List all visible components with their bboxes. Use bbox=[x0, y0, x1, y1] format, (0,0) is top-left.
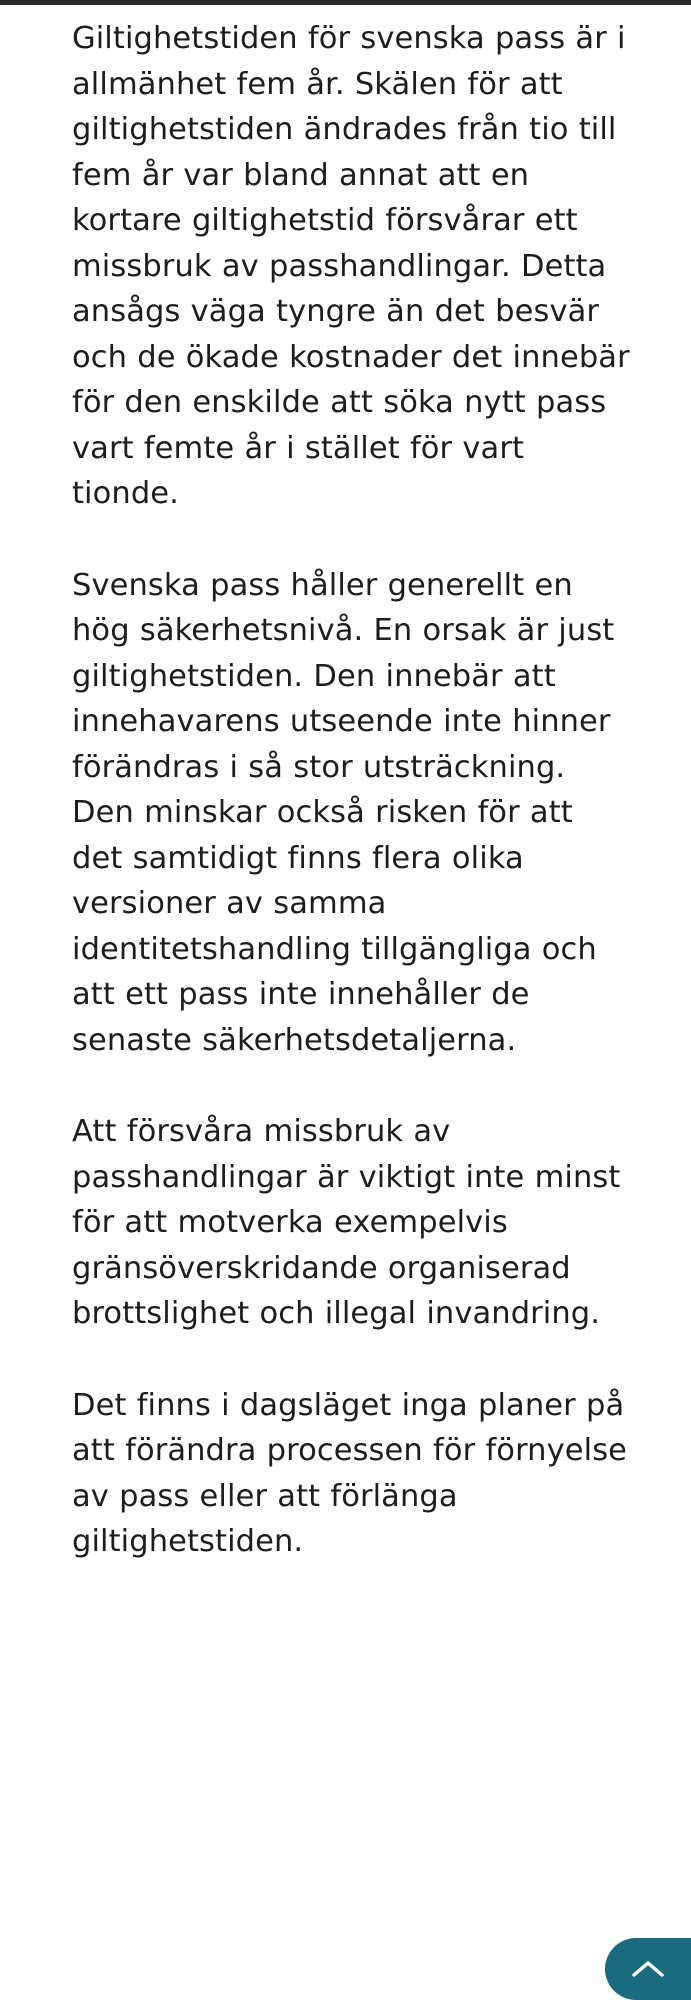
article-paragraph: Att försvåra missbruk av passhandlingar är viktigt inte minst för att motverka exempelvis gränsöverskridande organiserad brottslighet och illegal invandring. bbox=[72, 1114, 621, 1331]
page-top-divider bbox=[0, 0, 691, 5]
chevron-up-icon bbox=[631, 1958, 665, 1980]
article-paragraph: Det finns i dagsläget inga planer på att förändra processen för förnyelse av pass eller att förlänga giltighetstiden. bbox=[72, 1387, 628, 1559]
article-paragraph: Svenska pass håller generellt en hög säkerhetsnivå. En orsak är just giltighetstiden. Den innebär att innehavarens utseende inte hinner förändras i så stor utsträckning. Den minskar också risken för att det samtidigt finns flera olika versioner av samma identitetshandling tillgängliga och att ett pass inte innehåller de senaste säkerhetsdetaljerna. bbox=[72, 567, 615, 1058]
scroll-to-top-button[interactable] bbox=[605, 1938, 691, 2000]
article-paragraph: Giltighetstiden för svenska pass är i allmänhet fem år. Skälen för att giltighetstiden ändrades från tio till fem år var bland annat att en kortare giltighetstid försvårar ett missbruk av passhandlingar. Detta ansågs väga tyngre än det besvär och de ökade kostnader det innebär för den enskilde att söka nytt pass vart femte år i stället för vart tionde. bbox=[72, 21, 630, 511]
